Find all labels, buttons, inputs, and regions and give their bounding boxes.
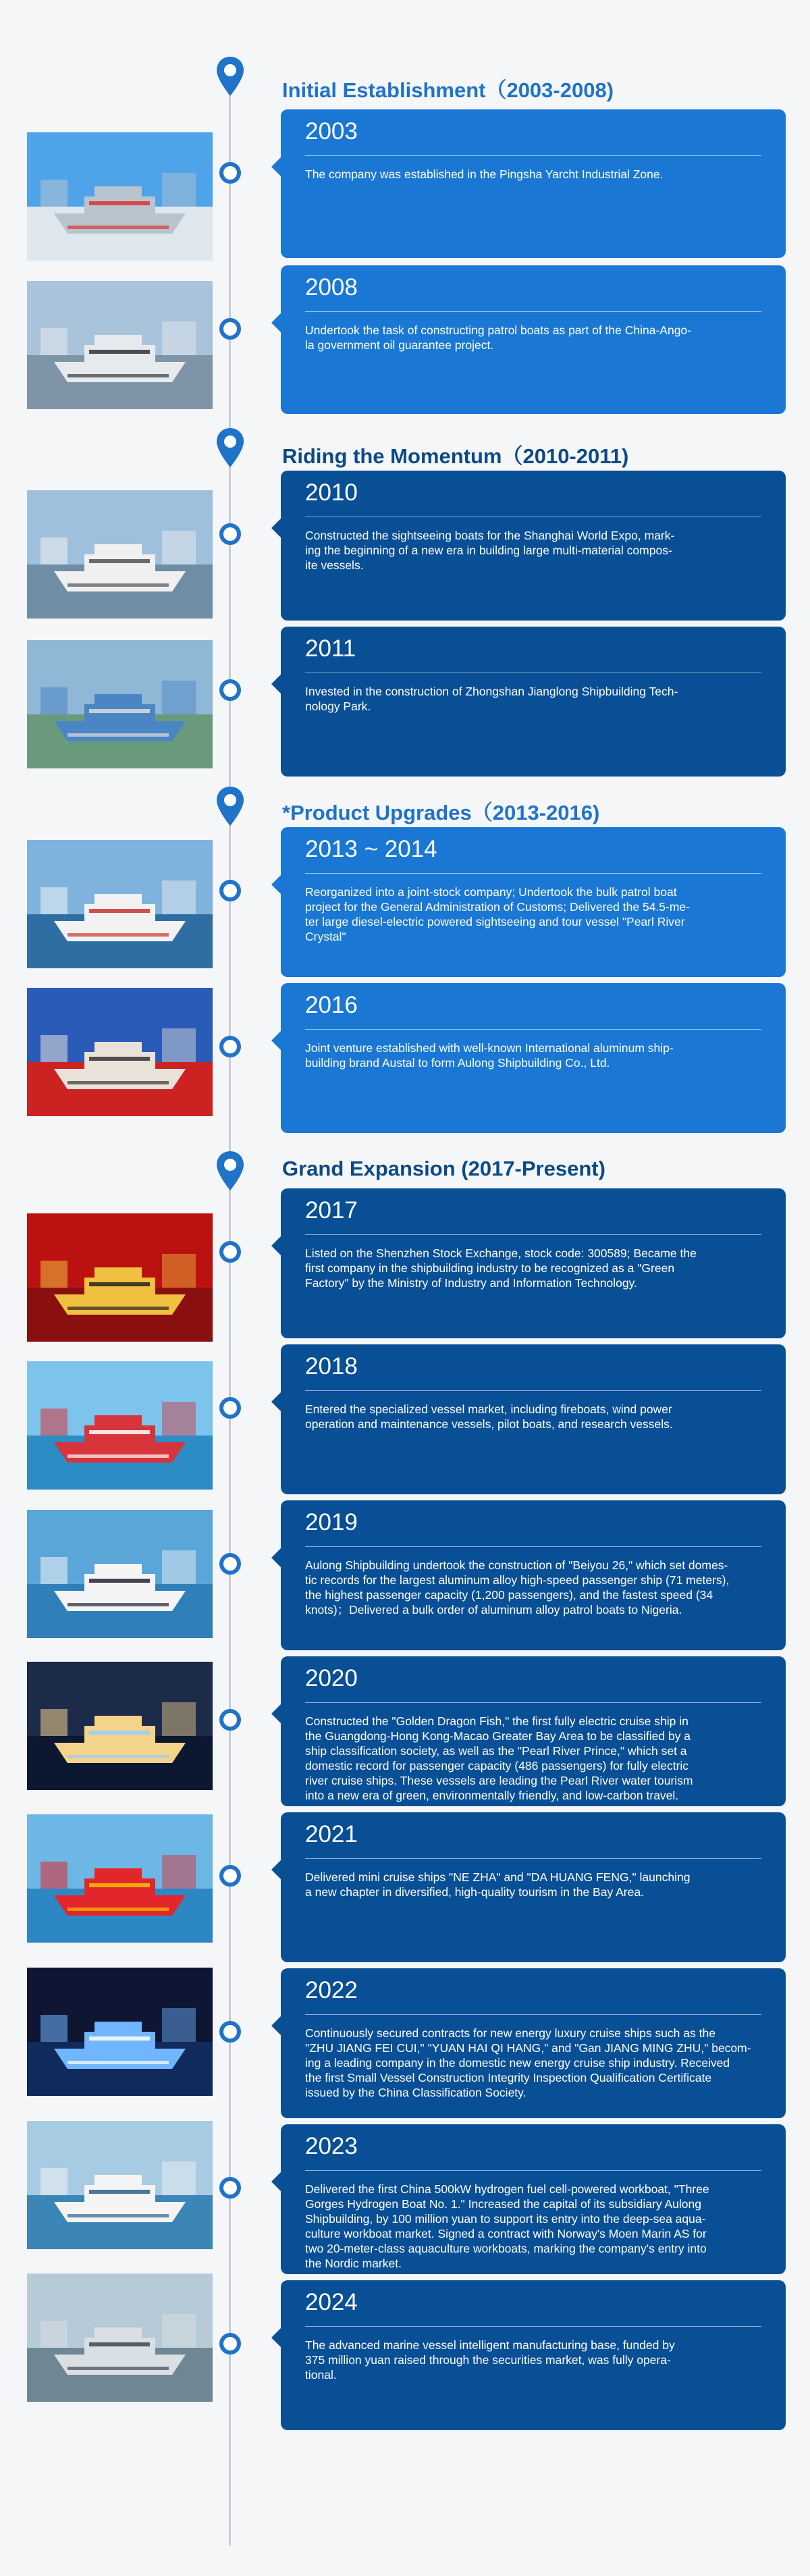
timeline-node: [219, 1865, 241, 1887]
section-title: Grand Expansion (2017-Present): [282, 1157, 605, 1180]
timeline-node: [219, 1397, 241, 1419]
timeline-node: [219, 1553, 241, 1575]
event-description: The company was established in the Pingsha Yarcht Industrial Zone.: [305, 167, 664, 181]
event-description: Invested in the construction of Zhongshan Jianglong Shipbuilding Tech- nology Park.: [305, 685, 678, 713]
event-card: [281, 1812, 786, 1962]
stock-listing-photo: [27, 1213, 213, 1342]
event-year: 2022: [305, 1977, 358, 2003]
timeline-node: [219, 162, 241, 184]
patrol-ship-photo: [27, 840, 213, 968]
event-year: 2010: [305, 479, 358, 506]
patrol-boats-photo: [27, 281, 213, 409]
event-card: [281, 627, 786, 777]
timeline-node: [219, 523, 241, 545]
divider: [305, 1546, 761, 1547]
event-year: 2024: [305, 2289, 358, 2315]
timeline-node: [219, 1241, 241, 1263]
event-year: 2020: [305, 1665, 358, 1691]
event-year: 2016: [305, 992, 358, 1018]
event-card: [281, 471, 786, 621]
divider: [305, 1858, 761, 1859]
event-description: Constructed the "Golden Dragon Fish," the first fully electric cruise ship in the Guangdong-Hong Kong-Macao Greater Bay Area to be classified by a ship classification society, as well as the "Pearl River Prince," which set a domestic record for passenger capacity (486 passengers) for fully electric river cruise ships. These vessels are leading the Pearl River water tourism into a new era of green, environmentally friendly, and low-carbon travel.: [305, 1714, 693, 1802]
event-card: [281, 1344, 786, 1494]
event-description: Delivered mini cruise ships "NE ZHA" and "DA HUANG FENG," launching a new chapter in diversified, high-quality tourism in the Bay Area.: [305, 1870, 691, 1899]
hydrogen-workboat-photo: [27, 2121, 213, 2249]
timeline-node: [219, 2021, 241, 2043]
event-year: 2019: [305, 1509, 358, 1535]
event-card: [281, 265, 786, 414]
event-description: Continuously secured contracts for new energy luxury cruise ships such as the "ZHU JIANG FEI CUI," "YUAN HAI QI HANG," and "Gan JIANG MING ZHU," becom- ing a leading company in the domestic new energy cruise ship industry. Received the first Small Vessel Construction Integrity Inspection Qualification Certificate issued by the China Classification Society.: [305, 2026, 751, 2099]
event-description: Joint venture established with well-known International aluminum ship- building brand Austal to form Aulong Shipbuilding Co., Ltd.: [305, 1041, 674, 1070]
sightseeing-boat-photo: [27, 490, 213, 619]
timeline-node: [219, 1036, 241, 1057]
divider: [305, 2326, 761, 2327]
event-description: Aulong Shipbuilding undertook the construction of "Beiyou 26," which set domes- tic records for the largest aluminum alloy high-speed passenger ship (71 meters), the highest passenger capacity (1,200 passengers), and the fastest speed (34 knots)；Delivered a bulk order of aluminum alloy patrol boats to Nigeria.: [305, 1558, 730, 1616]
event-description: Delivered the first China 500kW hydrogen fuel cell-powered workboat, "Three Gorges Hydrogen Boat No. 1." Increased the capital of its subsidiary Aulong Shipbuilding, by 100 million yuan to support its entry into the deep-sea aqua- culture workboat market. Signed a contract with Norway's Moen Marin AS for two 20-meter-class aquaculture workboats, marking the company's entry into the Nordic market.: [305, 2182, 709, 2270]
divider: [305, 1234, 761, 1235]
event-description: Undertook the task of constructing patrol boats as part of the China-Ango- la government oil guarantee project.: [305, 323, 691, 352]
section-title: *Product Upgrades（2013-2016): [282, 801, 600, 824]
signing-ceremony-photo: [27, 988, 213, 1116]
divider: [305, 873, 761, 874]
event-description: Entered the specialized vessel market, including fireboats, wind power operation and maintenance vessels, pilot boats, and research vessels.: [305, 1402, 673, 1431]
catamaran-photo: [27, 1510, 213, 1638]
event-year: 2021: [305, 1821, 358, 1847]
red-yellow-cruise-photo: [27, 1814, 213, 1943]
event-card: [281, 827, 786, 977]
divider: [305, 2170, 761, 2171]
location-pin-icon: [215, 55, 246, 99]
event-year: 2003: [305, 118, 358, 144]
event-description: Reorganized into a joint-stock company; Undertook the bulk patrol boat project for the General Administration of Customs; Delivered the 54.5-me- ter large diesel-electric powered sightseeing and tour vessel "Pearl River Crystal": [305, 885, 690, 943]
section-title: Initial Establishment（2003-2008): [282, 78, 614, 102]
divider: [305, 1702, 761, 1703]
location-pin-icon: [215, 1150, 246, 1193]
divider: [305, 311, 761, 312]
event-card: [281, 1968, 786, 2118]
manufacturing-base-photo: [27, 2273, 213, 2402]
divider: [305, 1390, 761, 1391]
shipyard-buildings-photo: [27, 132, 213, 261]
event-year: 2023: [305, 2133, 358, 2159]
event-card: [281, 1500, 786, 1650]
divider: [305, 2014, 761, 2015]
event-card: [281, 2124, 786, 2274]
timeline-node: [219, 2333, 241, 2355]
fireboat-photo: [27, 1361, 213, 1490]
event-card: [281, 1656, 786, 1806]
timeline-node: [219, 880, 241, 901]
event-card: [281, 109, 786, 258]
timeline-node: [219, 2177, 241, 2199]
event-year: 2008: [305, 274, 358, 300]
event-year: 2018: [305, 1353, 358, 1379]
event-description: Constructed the sightseeing boats for the Shanghai World Expo, mark- ing the beginning of a new era in building large multi-material compos- ite vessels.: [305, 529, 675, 572]
location-pin-icon: [215, 785, 246, 829]
section-title: Riding the Momentum（2010-2011): [282, 444, 629, 468]
event-year: 2013 ~ 2014: [305, 836, 437, 862]
event-year: 2017: [305, 1197, 358, 1224]
timeline-node: [219, 679, 241, 701]
technology-park-photo: [27, 640, 213, 768]
event-description: Listed on the Shenzhen Stock Exchange, stock code: 300589; Became the first company in the shipbuilding industry to be recognized as a "Green Factory" by the Ministry of Industry and Information Technology.: [305, 1246, 697, 1290]
event-card: [281, 2280, 786, 2430]
event-card: [281, 1188, 786, 1338]
event-year: 2011: [305, 635, 356, 662]
event-description: The advanced marine vessel intelligent manufacturing base, funded by 375 million yuan raised through the securities market, was fully opera- tional.: [305, 2338, 675, 2382]
event-card: [281, 983, 786, 1133]
timeline-node: [219, 318, 241, 340]
location-pin-icon: [215, 427, 246, 470]
divider: [305, 155, 761, 156]
lit-cruise-ship-photo: [27, 1968, 213, 2096]
night-cruise-photo: [27, 1662, 213, 1790]
divider: [305, 1029, 761, 1030]
timeline-node: [219, 1709, 241, 1731]
